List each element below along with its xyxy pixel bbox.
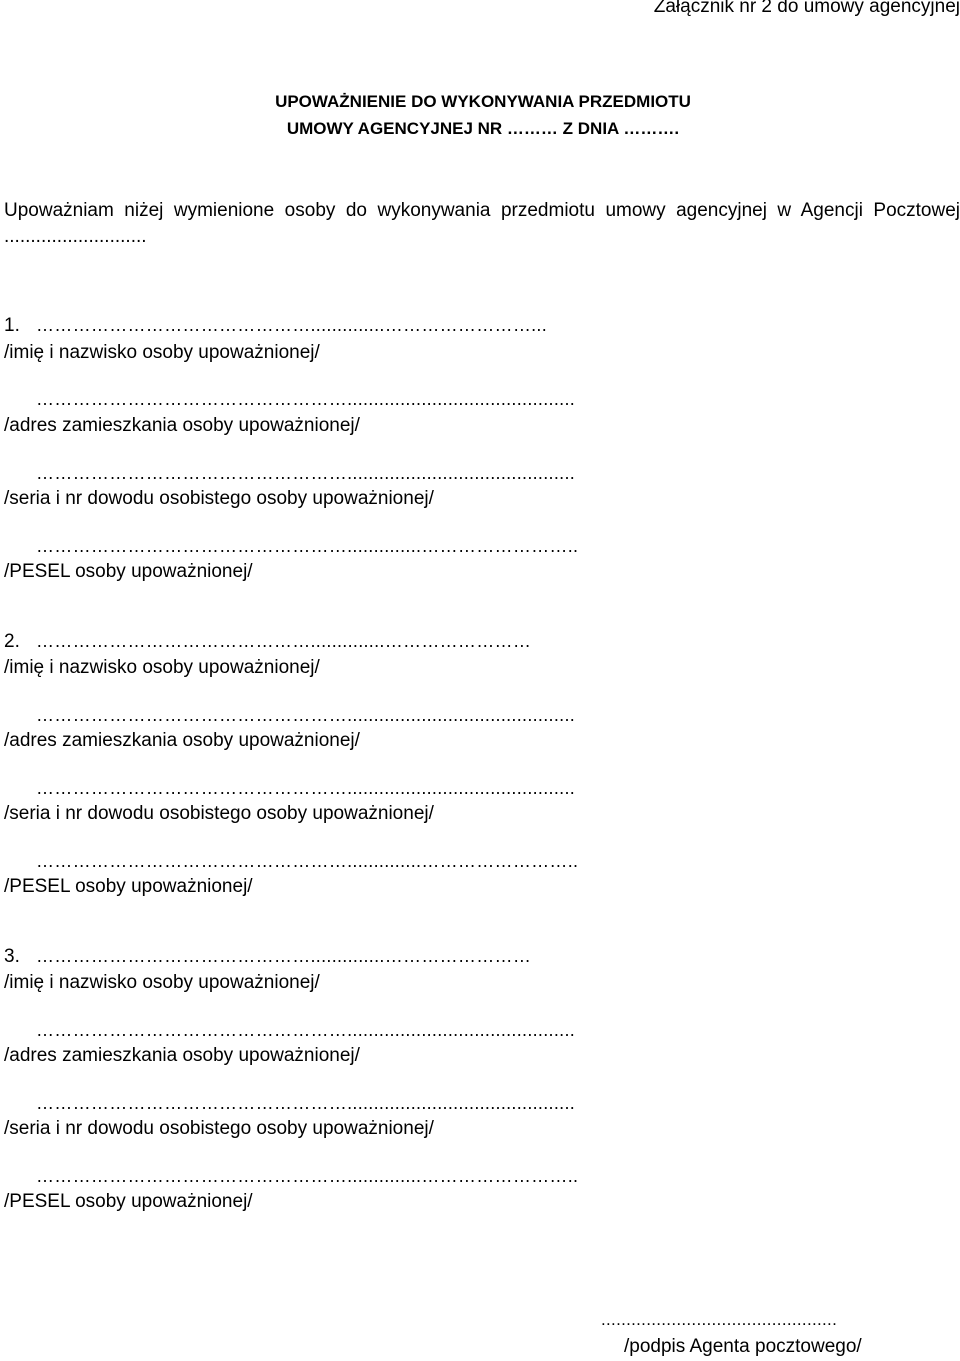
name-caption: /imię i nazwisko osoby upoważnionej/ <box>4 342 320 363</box>
authorization-intro: Upoważniam niżej wymienione osoby do wykonywania przedmiotu umowy agencyjnej w Agencji Pocztowej ........................... <box>4 200 960 247</box>
address-caption: /adres zamieszkania osoby upoważnionej/ <box>4 730 360 751</box>
annex-label: Załącznik nr 2 do umowy agencyjnej <box>653 0 960 17</box>
address-caption: /adres zamieszkania osoby upoważnionej/ <box>4 415 360 436</box>
id-card-field-line: ……………………………………………........................................... <box>36 778 576 798</box>
signature-field-line: ............................................... <box>601 1310 838 1329</box>
signature-caption: /podpis Agenta pocztowego/ <box>624 1336 862 1357</box>
address-field-line: ……………………………………………........................................... <box>36 705 576 725</box>
id-card-field-line: ……………………………………………........................................... <box>36 463 576 483</box>
id-card-field-line: ……………………………………………........................................... <box>36 1093 576 1113</box>
name-caption: /imię i nazwisko osoby upoważnionej/ <box>4 657 320 678</box>
id-card-caption: /seria i nr dowodu osobistego osoby upoważnionej/ <box>4 1118 434 1139</box>
address-caption: /adres zamieszkania osoby upoważnionej/ <box>4 1045 360 1066</box>
address-field-line: ……………………………………………........................................... <box>36 389 576 409</box>
person-number: 1. <box>4 315 20 336</box>
pesel-caption: /PESEL osoby upoważnionej/ <box>4 876 253 897</box>
pesel-caption: /PESEL osoby upoważnionej/ <box>4 561 253 582</box>
document-title-line-2: UMOWY AGENCYJNEJ NR ……… Z DNIA ………. <box>286 119 680 138</box>
person-number: 3. <box>4 946 20 967</box>
pesel-field-line: ……………………………………………..............…………………….. <box>36 1166 579 1186</box>
pesel-field-line: ……………………………………………..............…………………….. <box>36 851 579 871</box>
name-field-line: ………………………………………..............……………………... <box>36 315 548 335</box>
id-card-caption: /seria i nr dowodu osobistego osoby upoważnionej/ <box>4 803 434 824</box>
address-field-line: ……………………………………………........................................... <box>36 1020 576 1040</box>
document-title-line-1: UPOWAŻNIENIE DO WYKONYWANIA PRZEDMIOTU <box>275 92 691 111</box>
name-field-line: ………………………………………..............…………………… <box>36 946 532 966</box>
pesel-caption: /PESEL osoby upoważnionej/ <box>4 1191 253 1212</box>
name-field-line: ………………………………………..............…………………… <box>36 631 532 651</box>
person-number: 2. <box>4 631 20 652</box>
pesel-field-line: ……………………………………………..............…………………….. <box>36 536 579 556</box>
id-card-caption: /seria i nr dowodu osobistego osoby upoważnionej/ <box>4 488 434 509</box>
name-caption: /imię i nazwisko osoby upoważnionej/ <box>4 972 320 993</box>
